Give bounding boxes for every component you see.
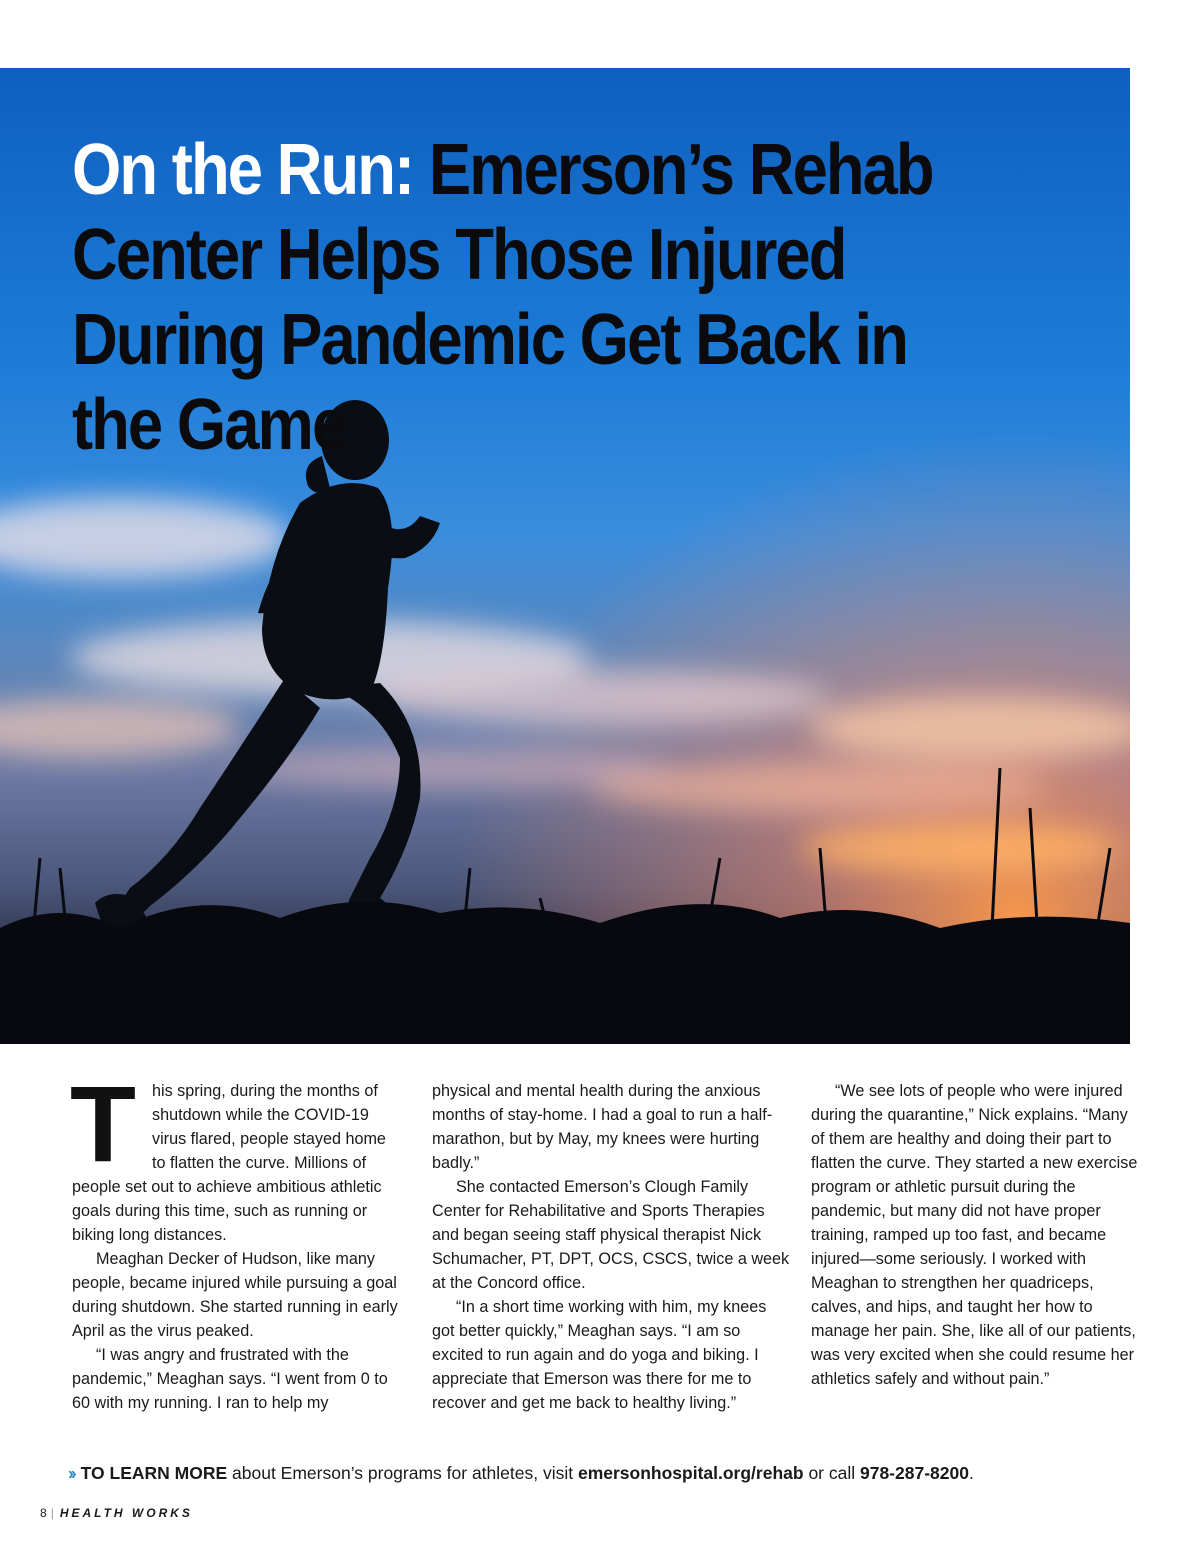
dropcap: T (70, 1063, 136, 1184)
paragraph: She contacted Emerson’s Clough Family Center for Rehabilitative and Sports Therapies and began seeing staff physical therapist Nick Schumacher, PT, DPT, OCS, CSCS, twice a week at the Concord office. (432, 1178, 790, 1292)
learn-more-end: . (968, 1463, 974, 1483)
learn-more-lead: TO LEARN MORE (80, 1463, 228, 1483)
article-headline (72, 128, 978, 468)
paragraph: Meaghan Decker of Hudson, like many people, became injured while pursuing a goal during shutdown. She started running in early April as the virus peaked. (72, 1250, 398, 1340)
learn-more-callout (68, 1463, 1168, 1484)
learn-more-text: about Emerson’s programs for athletes, visit (227, 1463, 578, 1483)
paragraph: “We see lots of people who were injured during the quarantine,” Nick explains. “Many of them are healthy and doing their part to flatten the curve. They started a new exercise program or athletic pursuit during the pandemic, but many did not have proper training, ramped up too fast, and became injured—some seriously. I worked with Meaghan to strengthen her quadriceps, calves, and hips, and taught her how to manage her pain. She, like all of our patients, was very excited when she could resume her athletics safely and without pain.” (811, 1082, 1138, 1388)
publication-name: HEALTH WORKS (59, 1506, 193, 1520)
footer-separator: | (50, 1506, 54, 1520)
paragraph: physical and mental health during the anxious months of stay-home. I had a goal to run a half-marathon, but by May, my knees were hurting badly.” (432, 1082, 773, 1172)
rehab-link[interactable]: emersonhospital.org/rehab (577, 1463, 804, 1483)
paragraph: “In a short time working with him, my knees got better quickly,” Meaghan says. “I am so excited to run again and do yoga and biking. I appreciate that Emerson was there for me to recover and get me back to healthy living.” (432, 1298, 767, 1412)
learn-more-text-call: or call (803, 1463, 860, 1483)
article-column-3 (811, 1079, 1141, 1391)
chevron-right-icon: ›› (68, 1463, 74, 1483)
page-number: 8 (40, 1506, 47, 1520)
phone-number[interactable]: 978-287-8200 (859, 1463, 969, 1483)
paragraph: “I was angry and frustrated with the pandemic,” Meaghan says. “I went from 0 to 60 with my running. I ran to help my (72, 1346, 388, 1412)
paragraph-text: his spring, during the months of shutdown while the COVID-19 virus flared, people stayed home to flatten the curve. Millions of people set out to achieve ambitious athletic goals during this time, such as running or biking long distances. (72, 1082, 386, 1244)
article-column-1 (70, 1063, 402, 1415)
headline-lead: On the Run: (72, 130, 414, 210)
page-footer (40, 1506, 193, 1520)
article-column-2 (432, 1079, 792, 1415)
headline-rest: Emerson’s Rehab Center Helps Those Injured During Pandemic Get Back in the Game (72, 130, 933, 465)
paragraph (70, 1063, 402, 1247)
